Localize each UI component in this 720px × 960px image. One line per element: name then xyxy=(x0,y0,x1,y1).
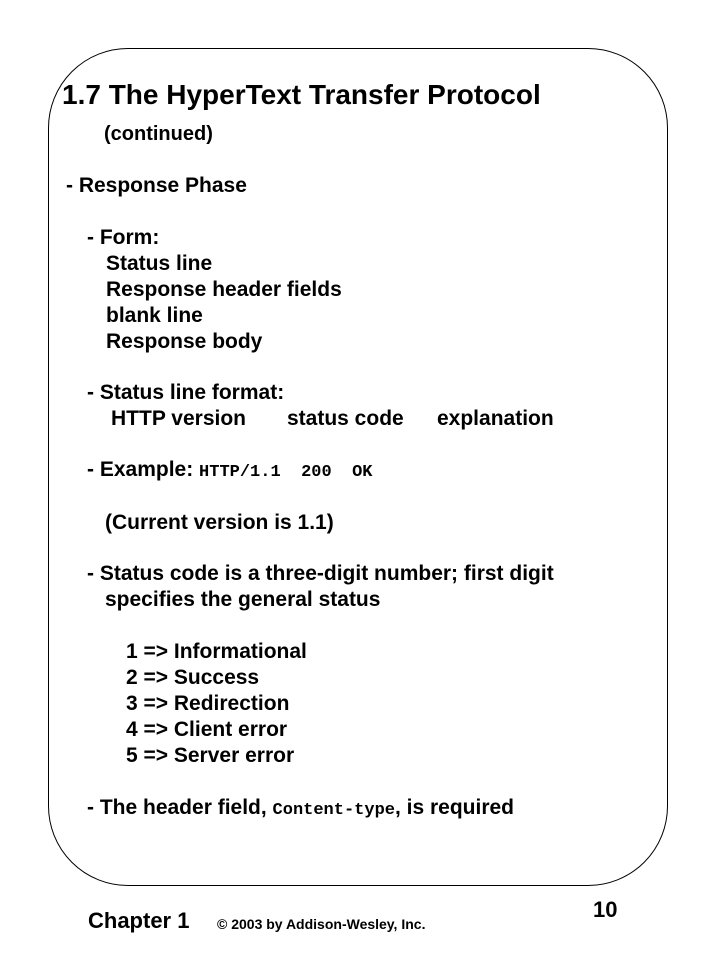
response-phase-heading: - Response Phase xyxy=(66,174,247,197)
status-code-class: 2 => Success xyxy=(126,666,260,689)
example-line xyxy=(87,459,372,481)
header-suffix: , is required xyxy=(394,796,515,819)
footer-chapter: Chapter 1 xyxy=(88,908,190,933)
status-format-label: - Status line format: xyxy=(87,381,285,404)
status-code-class: 1 => Informational xyxy=(126,640,307,663)
header-field-note xyxy=(87,797,514,819)
version-note: (Current version is 1.1) xyxy=(105,511,334,534)
example-label: - Example: xyxy=(87,458,200,481)
status-code-class: 4 => Client error xyxy=(126,718,288,741)
footer-copyright: © 2003 by Addison-Wesley, Inc. xyxy=(217,916,426,932)
slide-title: 1.7 The HyperText Transfer Protocol xyxy=(62,79,541,110)
status-code-class: 3 => Redirection xyxy=(126,692,290,715)
status-code-description: - Status code is a three-digit number; first digit xyxy=(87,562,554,585)
header-code: Content-type xyxy=(272,801,395,820)
status-code-description: specifies the general status xyxy=(105,588,381,611)
status-format-part: status code xyxy=(287,407,404,430)
form-item: Status line xyxy=(106,252,213,275)
example-code: HTTP/1.1 200 OK xyxy=(199,463,373,482)
form-label: - Form: xyxy=(87,226,160,249)
form-item: Response header fields xyxy=(106,278,342,301)
status-code-class: 5 => Server error xyxy=(126,744,295,767)
footer-page-number: 10 xyxy=(593,897,618,922)
form-item: Response body xyxy=(106,330,263,353)
header-prefix: - The header field, xyxy=(87,796,273,819)
status-format-part: HTTP version xyxy=(111,407,246,430)
status-format-part: explanation xyxy=(437,407,554,430)
slide-subtitle: (continued) xyxy=(104,123,213,145)
form-item: blank line xyxy=(106,304,203,327)
